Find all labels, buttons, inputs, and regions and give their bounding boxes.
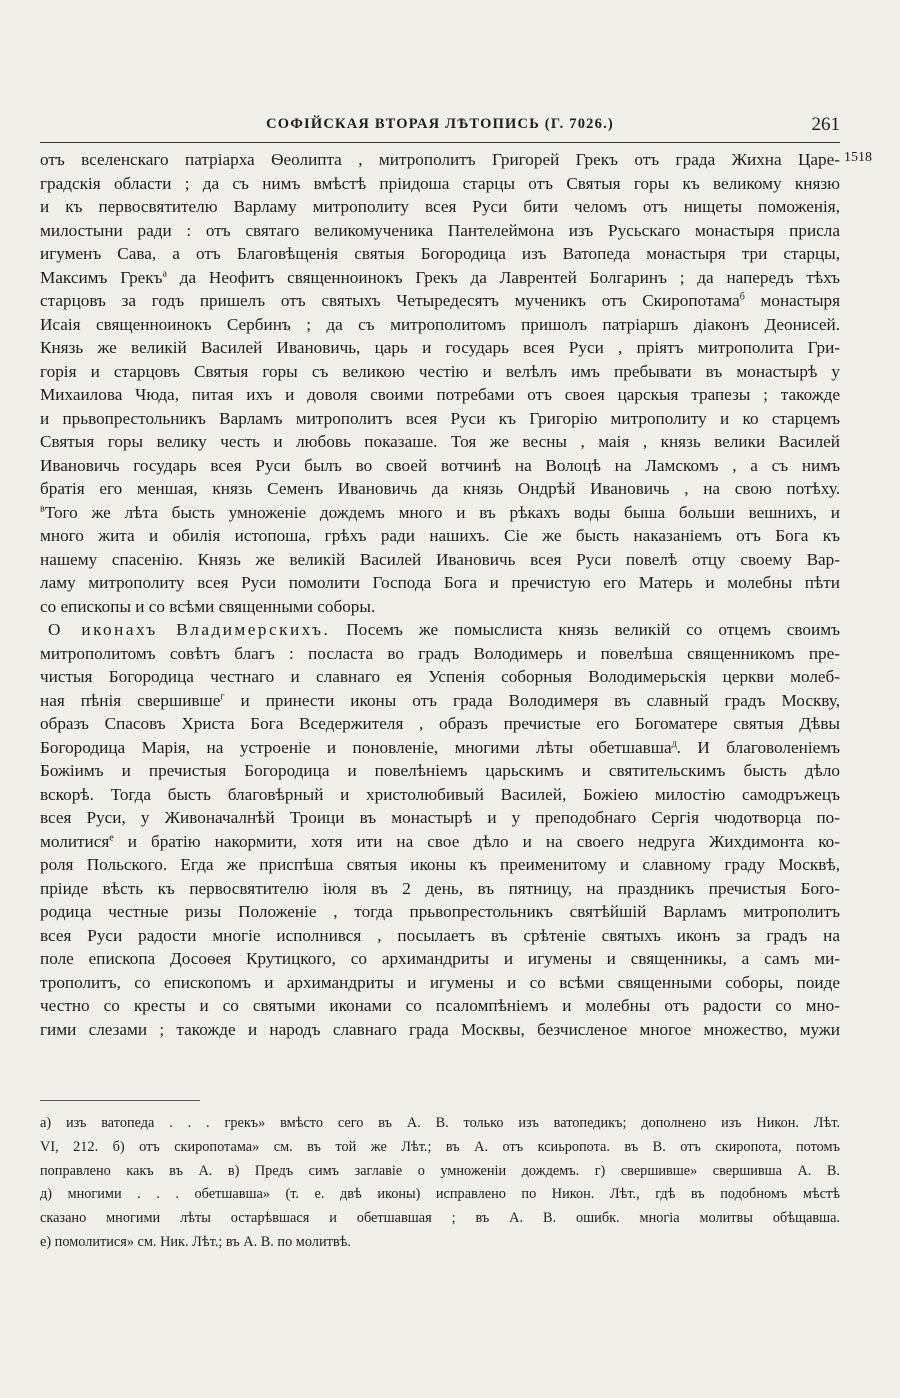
text-line: Князь же великій Василей Ивановичь, царь и государь всея Руси , пріятъ митрополита Гри- bbox=[40, 338, 840, 357]
margin-year: 1518 bbox=[844, 150, 872, 165]
text-line: трополитъ, со епископомъ и архимандриты и игумены и со всѣми священными соборы, поиде bbox=[40, 972, 840, 992]
footnote-mark: е bbox=[109, 831, 114, 843]
text-line: Святыя горы велику честь и любовь показаше. Тоя же весны , маія , князь велики Василей bbox=[40, 432, 840, 451]
text-fragment: старцовъ за годъ пришелъ отъ святыхъ Четыредесятъ мученикъ отъ Скиропотама bbox=[40, 291, 740, 310]
text-line: всея Руси, у Живоначалнѣй Троици въ монастырѣ и у преподобнаго Сергія чюдотворца по- bbox=[40, 808, 840, 827]
footnote-mark: г bbox=[220, 690, 225, 702]
text-fragment: . И благоволеніемъ bbox=[676, 737, 840, 757]
text-line: вскорѣ. Тогда бысть благовѣрный и христолюбивый Василей, Божіею милостію самодръжецъ bbox=[40, 784, 840, 804]
text-line: отъ вселенскаго патріарха Ѳеолипта , митрополитъ Григорей Грекъ отъ града Жихна Царе- bbox=[40, 150, 840, 169]
text-line bbox=[40, 501, 840, 525]
text-line bbox=[40, 689, 840, 713]
text-line bbox=[40, 618, 840, 642]
text-fragment: монастыря bbox=[744, 291, 840, 310]
text-line: митрополитомъ совѣтъ благъ : посласта во градъ Володимерь и повелѣша священникомъ пре- bbox=[40, 643, 840, 663]
text-line: и къ первосвятителю Варламу митрополиту всея Руси бити челомъ отъ нищеты поможенія, bbox=[40, 197, 840, 216]
footnote-line: а) изъ ватопеда . . . грекъ» вмѣсто сего въ А. В. только изъ ватопедикъ; дополнено изъ Никон. Лѣт. bbox=[40, 1115, 840, 1131]
text-line bbox=[40, 736, 840, 760]
text-fragment: Богородица Марія, на устроеніе и поновленіе, многими лѣты обетшавша bbox=[40, 737, 672, 757]
footnote-line: поправлено какъ въ А. в) Предъ симъ заглавіе о умноженіи дождемъ. г) свершивше» свершивша А. В. bbox=[40, 1162, 840, 1179]
text-line: Михаилова Чюда, питая ихъ и доволя своими потребами отъ своея царскыя трапезы ; такожде bbox=[40, 385, 840, 404]
text-line: ламу митрополиту всея Руси помолити Господа Бога и пречистую его Матерь и молебны пѣти bbox=[40, 573, 840, 592]
text-line: горія и старцовъ Святыя горы съ великою честію и велѣлъ имъ пребывати въ монастырѣ у bbox=[40, 361, 840, 381]
text-line: поле епископа Досоѳея Крутицкого, со архимандриты и игумены и священникы, а самъ ми- bbox=[40, 949, 840, 968]
text-fragment: да Неофитъ священноинокъ Грекъ да Лаврентей Болгаринъ ; да напередъ тѣхъ bbox=[166, 267, 840, 287]
page-number: 261 bbox=[811, 114, 840, 135]
header-rule bbox=[40, 142, 840, 143]
text-line: родица честные ризы Положеніе , тогда прьвопрестольникъ святѣйшій Варламъ митрополитъ bbox=[40, 902, 840, 921]
text-fragment: и принести иконы отъ града Володимеря въ славный градъ Москву, bbox=[224, 690, 840, 710]
footnote-line: сказано многими лѣты остарѣвшася и обетшавшая ; въ А. В. ошибк. многіа молитвы обѣщавша. bbox=[40, 1210, 840, 1227]
footnote-line: д) многими . . . обетшавша» (т. е. двѣ иконы) исправлено по Никон. Лѣт., гдѣ въ подобномъ мѣстѣ bbox=[40, 1186, 840, 1203]
text-line: со епископы и со всѣми священными соборы. bbox=[40, 596, 376, 616]
footnote-mark: в bbox=[40, 502, 45, 514]
text-fragment: Того же лѣта бысть умноженіе дождемъ много и въ рѣкахъ воды быша больши вешнихъ, и bbox=[44, 502, 840, 522]
text-line: Ивановичь государь всея Руси былъ во своей вотчинѣ на Волоцѣ на Ламскомъ , а съ нимъ bbox=[40, 455, 840, 475]
text-fragment: и братію накормити, хотя ити на свое дѣло и на своего недруга Жихдимонта ко- bbox=[113, 831, 840, 851]
text-line: честно со кресты и со святыми иконами со псаломпѣніемъ и молебны отъ радости со мно- bbox=[40, 996, 840, 1015]
text-line: всея Руси радости многіе исполнився , посылаетъ въ срѣтеніе святыхъ иконъ за градъ на bbox=[40, 925, 840, 945]
text-line: градскія области ; да съ нимъ вмѣстѣ пріидоша старцы отъ Святыя горы къ великому князю bbox=[40, 173, 840, 193]
footnote-rule bbox=[40, 1100, 200, 1101]
text-line: пріиде вѣсть къ первосвятителю іюля въ 2 день, въ пятницу, на праздникъ пречистыя Бого- bbox=[40, 878, 840, 898]
text-line: игуменъ Сава, а отъ Благовѣщенія святыя Богородица изъ Ватопеда монастыря три старцы, bbox=[40, 244, 840, 263]
text-line: нашему спасенію. Князь же великій Василей Ивановичь всея Руси повелѣ отцу своему Вар- bbox=[40, 549, 840, 569]
text-line bbox=[40, 266, 840, 290]
footnote-line: е) помолитися» см. Ник. Лѣт.; въ А. В. по молитвѣ. bbox=[40, 1233, 351, 1250]
text-fragment: молитися bbox=[40, 831, 110, 851]
main-text bbox=[40, 148, 840, 1041]
footnote-mark: а bbox=[162, 267, 167, 279]
text-line: и прьвопрестольникъ Варламъ митрополитъ всея Руси къ Григорію митрополиту и ко старцемъ bbox=[40, 408, 840, 428]
footnote-mark: б bbox=[739, 291, 745, 303]
section-heading: О иконахъ Владимерскихъ. bbox=[48, 620, 331, 639]
text-line: Исаія священноинокъ Сербинъ ; да съ митрополитомъ пришолъ патріаршъ діаконъ Деонисей. bbox=[40, 314, 840, 334]
text-line: образъ Спасовъ Христа Бога Вседержителя , образъ пречистые его Богоматере святыя Дѣвы bbox=[40, 714, 840, 733]
footnote-mark: д bbox=[671, 737, 677, 749]
text-line bbox=[40, 289, 840, 313]
footnotes bbox=[40, 1112, 840, 1255]
text-line: милостыни ради : отъ святаго великомученика Пантелеймона изъ Русьскаго монастыря присла bbox=[40, 220, 840, 240]
running-header bbox=[40, 114, 840, 140]
text-line bbox=[40, 830, 840, 854]
text-line: Божіимъ и пречистыя Богородица и повелѣніемъ царьскимъ и святительскимъ бысть дѣло bbox=[40, 761, 840, 780]
text-line: много жита и обилія истопоша, грѣхъ ради нашихъ. Сіе же бысть наказаніемъ отъ Бога къ bbox=[40, 526, 840, 545]
text-fragment: Посемъ же помыслиста князь великій со отцемъ своимъ bbox=[330, 620, 840, 639]
footnote-line: VI, 212. б) отъ скиропотама» см. въ той же Лѣт.; въ А. отъ ксиьропота. въ В. отъ скиропота, потомъ bbox=[40, 1138, 840, 1155]
text-fragment: Максимъ Грекъ bbox=[40, 267, 163, 287]
text-line: роля Польского. Егда же приспѣша святыя иконы къ преименитому и славному граду Москвѣ, bbox=[40, 855, 840, 874]
text-line: гими слезами ; такожде и народъ славнаго града Москвы, безчисленое многое множество, мужи bbox=[40, 1019, 840, 1039]
running-title: СОФІЙСКАЯ ВТОРАЯ ЛѢТОПИСЬ (Г. 7026.) bbox=[266, 116, 614, 132]
text-line: братія его меншая, князь Семенъ Ивановичь да князь Ондрѣй Ивановичь , на свою потѣху. bbox=[40, 479, 840, 498]
text-line: чистыя Богородица честнаго и славнаго ея Успенія соборныя Володимерьскія церкви молеб- bbox=[40, 667, 840, 686]
text-fragment: ная пѣнія свершивше bbox=[40, 690, 221, 710]
